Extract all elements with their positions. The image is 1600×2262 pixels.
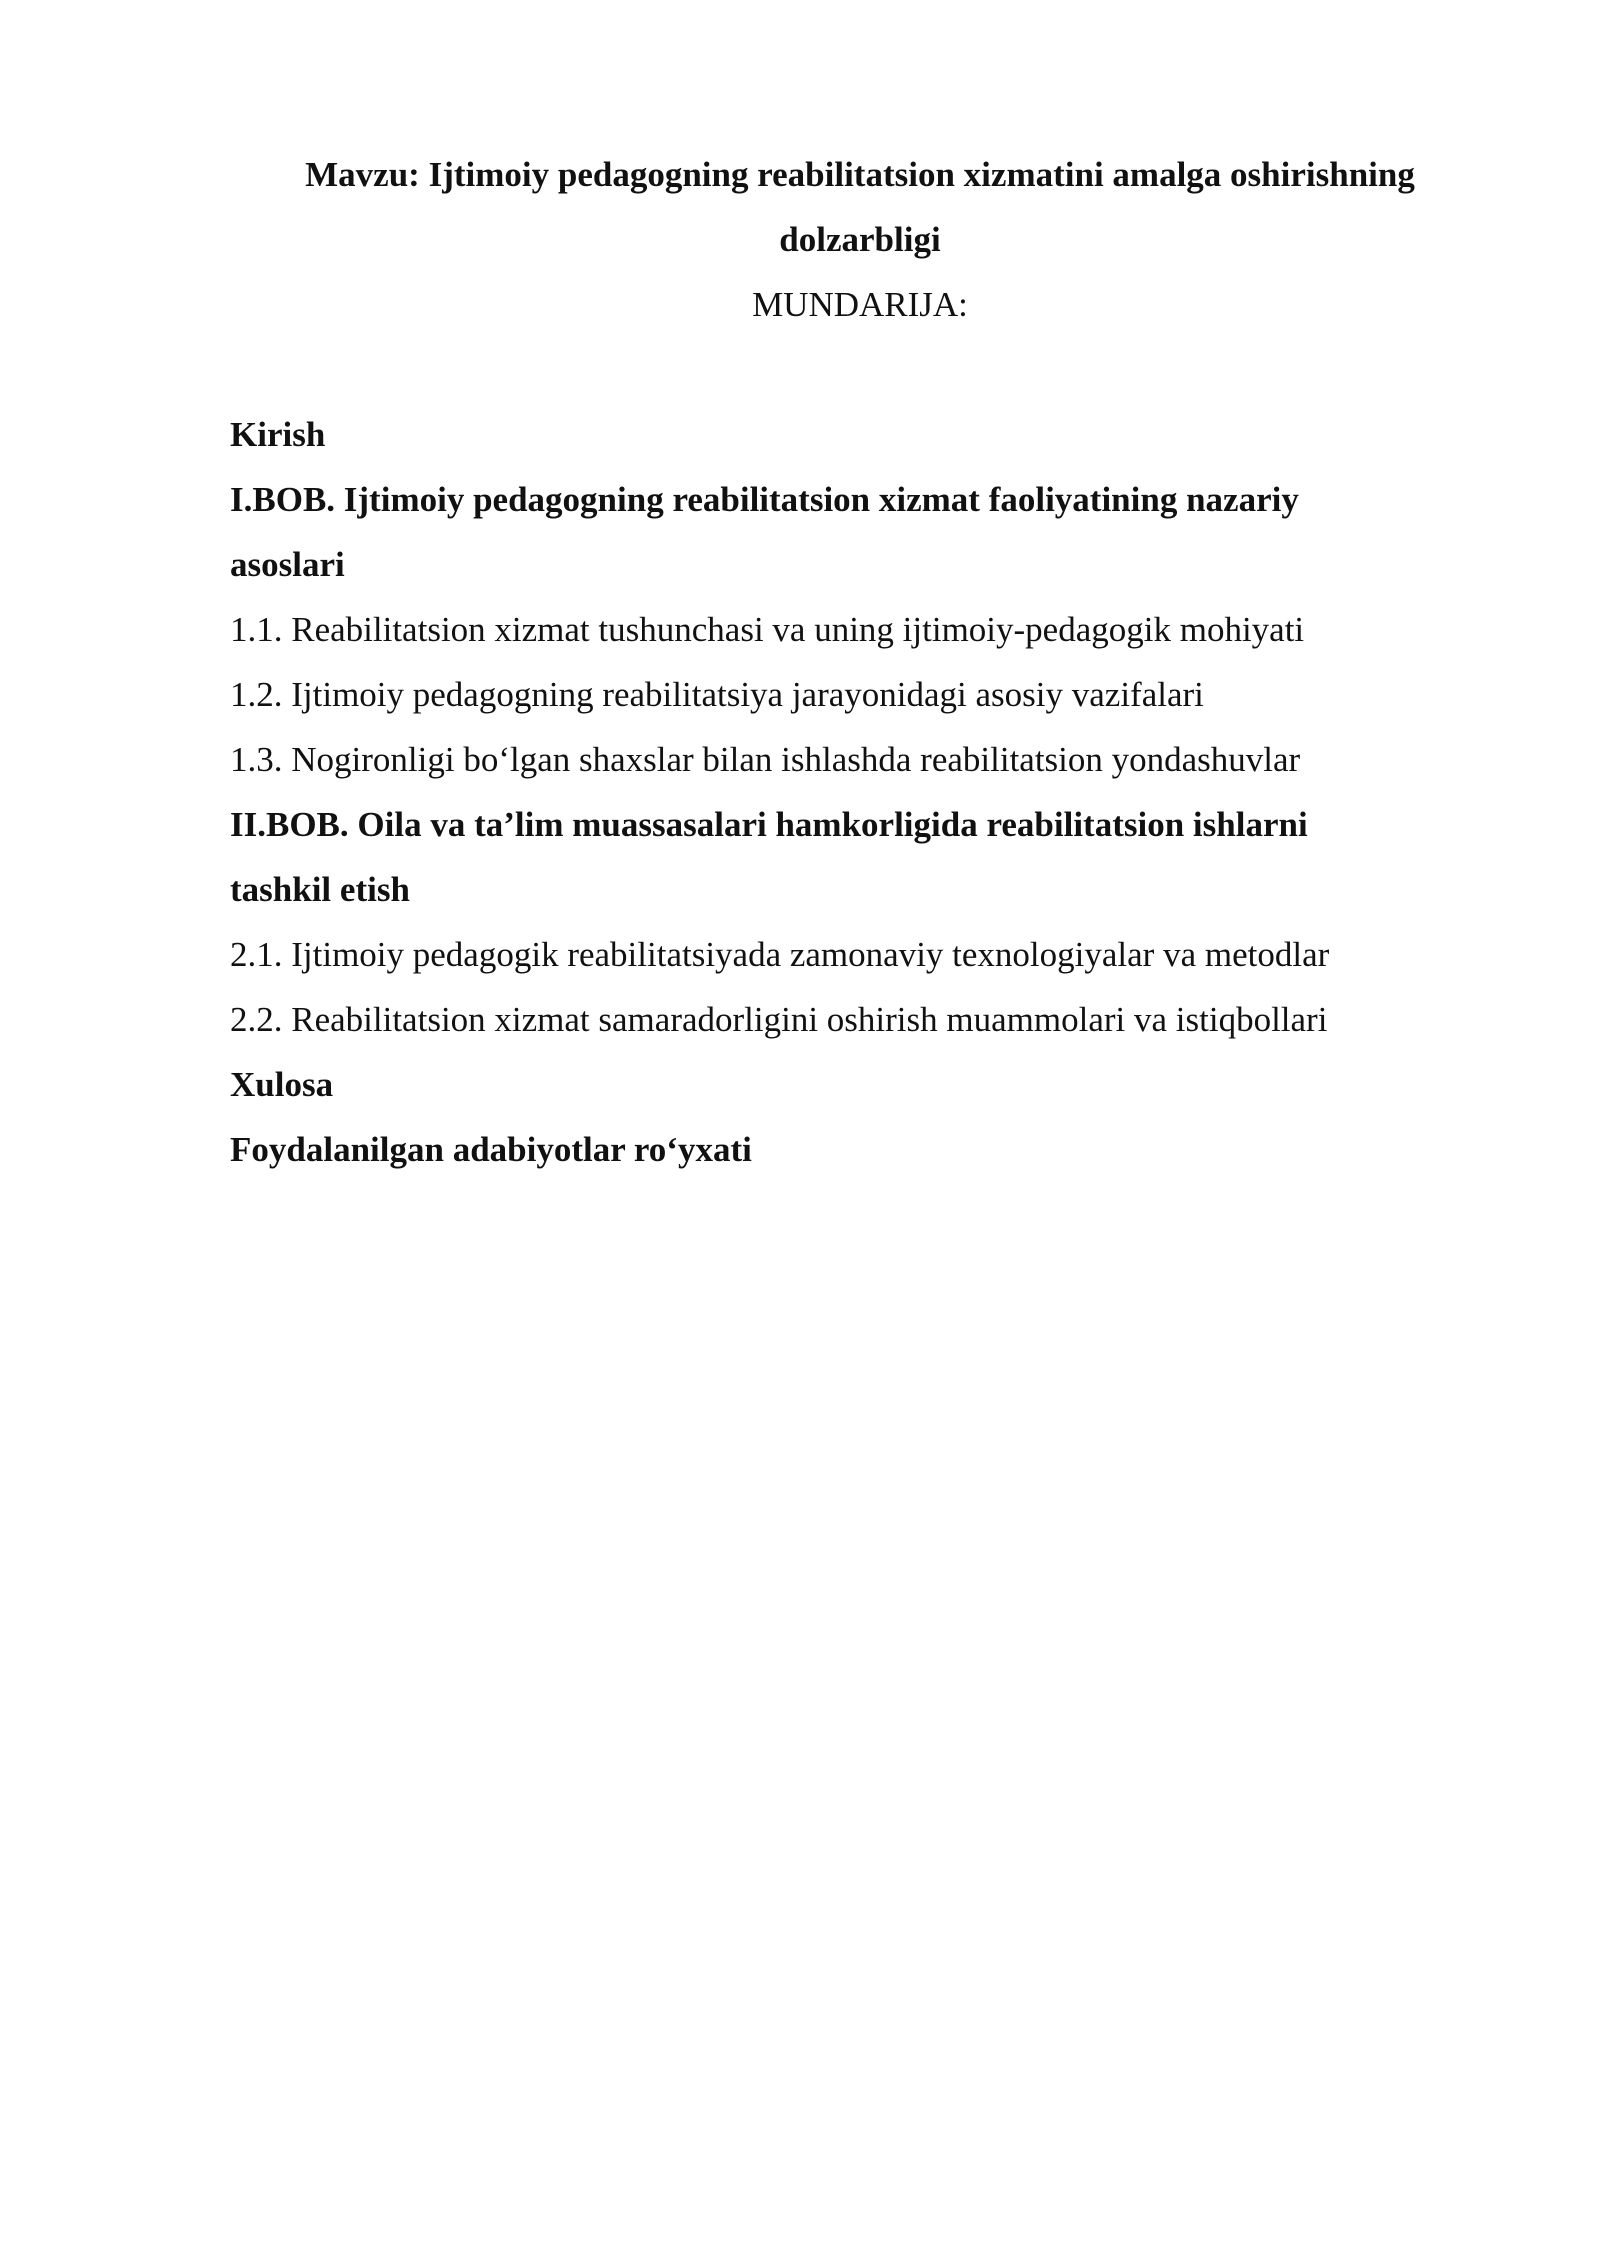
toc-entry-chapter-1: I.BOB. Ijtimoiy pedagogning reabilitatsion xizmat faoliyatining nazariy [230, 480, 1299, 519]
toc-entry-references: Foydalanilgan adabiyotlar ro‘yxati [230, 1130, 752, 1169]
toc-entry-2-1: 2.1. Ijtimoiy pedagogik reabilitatsiyada zamonaviy texnologiyalar va metodlar [230, 935, 1330, 974]
toc-header: MUNDARIJA: [752, 285, 968, 324]
toc-entry-chapter-1-cont: asoslari [230, 545, 345, 584]
toc-entry-chapter-2: II.BOB. Oila va ta’lim muassasalari hamkorligida reabilitatsion ishlarni [230, 805, 1308, 844]
toc-entry-1-3: 1.3. Nogironligi bo‘lgan shaxslar bilan ishlashda reabilitatsion yondashuvlar [230, 740, 1301, 779]
toc-entry-2-2: 2.2. Reabilitatsion xizmat samaradorligini oshirish muammolari va istiqbollari [230, 1000, 1328, 1039]
table-of-contents [230, 402, 1490, 1182]
toc-entry-1-2: 1.2. Ijtimoiy pedagogning reabilitatsiya jarayonidagi asosiy vazifalari [230, 675, 1204, 714]
document-title [230, 142, 1490, 272]
toc-entry-chapter-2-cont: tashkil etish [230, 870, 410, 909]
title-line-1: Mavzu: Ijtimoiy pedagogning reabilitatsion xizmatini amalga oshirishning [305, 155, 1415, 194]
toc-entry-kirish: Kirish [230, 415, 326, 454]
title-line-2: dolzarbligi [779, 220, 941, 259]
toc-entry-1-1: 1.1. Reabilitatsion xizmat tushunchasi va uning ijtimoiy-pedagogik mohiyati [230, 610, 1305, 649]
toc-entry-xulosa: Xulosa [230, 1065, 334, 1104]
